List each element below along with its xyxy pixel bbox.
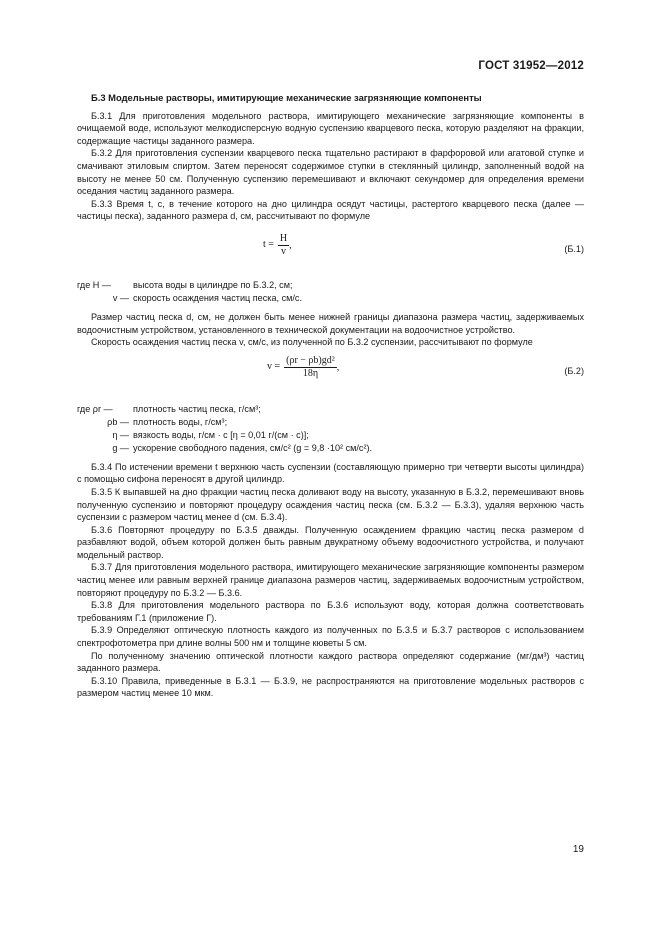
definitions-b2 xyxy=(77,403,584,455)
document-id: ГОСТ 31952—2012 xyxy=(478,60,584,72)
paragraph-optical: По полученному значению оптической плотности каждого раствора определяют содержание (мг/дм³) частиц заданного размера. xyxy=(77,650,584,674)
definition-row xyxy=(77,416,584,429)
paragraph-b310: Б.3.10 Правила, приведенные в Б.3.1 — Б.3.9, не распространяются на приготовление модельных растворов с размером частиц менее 10 мкм. xyxy=(77,675,584,699)
formula-b2-number: (Б.2) xyxy=(564,365,584,376)
formula-b1-number: (Б.1) xyxy=(564,243,584,254)
formula-b2-lhs: v = xyxy=(267,360,281,372)
definition-text: высота воды в цилиндре по Б.3.2, см; xyxy=(133,279,293,290)
formula-b2 xyxy=(77,355,584,389)
paragraph-b39: Б.3.9 Определяют оптическую плотность каждого из полученных по Б.3.5 и Б.3.7 растворов с использованием спектрофотометра при длине волны 500 нм и толщине кюветы 5 см. xyxy=(77,625,584,649)
definition-symbol: где ρr — xyxy=(77,403,113,414)
paragraph-b33: Б.3.3 Время t, с, в течение которого на дно цилиндра осядут частицы, растертого кварцевого песка (далее — частицы песка), заданного размера d, см, рассчитывают по формуле xyxy=(77,198,584,222)
formula-b1-expression xyxy=(263,233,292,258)
formula-b2-fraction xyxy=(284,355,337,380)
formula-b1 xyxy=(77,233,584,265)
formula-b2-expression xyxy=(267,355,339,380)
definition-text: вязкость воды, г/см · с [η = 0,01 г/(см · с)]; xyxy=(133,429,309,440)
paragraph-speed: Скорость осаждения частиц песка v, см/с, из полученной по Б.3.2 суспензии, рассчитывают по формуле xyxy=(91,337,533,348)
paragraph-size: Размер частиц песка d, см, не должен быть менее нижней границы диапазона размера частиц, задерживаемых водоочистным устройством, установленного в технической документации на водоочистное устройство. xyxy=(77,311,584,335)
formula-b1-fraction xyxy=(278,233,289,258)
definition-text: ускорение свободного падения, см/с² (g = 9,8 ·10² см/с²). xyxy=(133,442,373,453)
formula-b1-lhs: t = xyxy=(263,239,274,251)
definition-symbol: η — xyxy=(112,429,129,440)
paragraph-b36: Б.3.6 Повторяют процедуру по Б.3.5 дважды. Полученную осаждением фракцию частиц песка размером d разбавляют водой, объем которой должен быть равным двукратному объему водоочистного устройства, и получают модельный раствор. xyxy=(77,524,584,560)
paragraph-b35: Б.3.5 К выпавшей на дно фракции частиц песка доливают воду на высоту, указанную в Б.3.2, перемешивают вновь полученную суспензию и повторяют процедуру осаждения частиц песка (см. Б.3.2 — Б.3.3), удаляя верхнюю часть суспензии с размером частиц менее d (см. Б.3.4). xyxy=(77,486,584,523)
definition-symbol: где H — xyxy=(77,279,111,290)
definition-text: скорость осаждения частиц песка, см/с. xyxy=(133,292,302,303)
page-number: 19 xyxy=(572,844,584,855)
paragraph-b38: Б.3.8 Для приготовления модельного раствора по Б.3.6 используют воду, которая должна соответствовать требованиям Г.1 (приложение Г). xyxy=(77,600,584,623)
definition-text: плотность частиц песка, г/см³; xyxy=(133,403,261,414)
definition-symbol: ρb — xyxy=(107,416,129,427)
formula-b1-denominator: v xyxy=(281,245,287,257)
definition-row xyxy=(77,292,584,305)
formula-b2-denominator: 18η xyxy=(302,367,319,379)
paragraph-b34: Б.3.4 По истечении времени t верхнюю часть суспензии (составляющую примерно три четверти высоты цилиндра) с помощью сифона переносят в другой цилиндр. xyxy=(77,461,584,485)
definition-symbol: v — xyxy=(112,292,129,303)
definition-row xyxy=(77,403,584,416)
paragraph-b31: Б.3.1 Для приготовления модельного раствора, имитирующего механические загрязняющие компоненты в очищаемой воде, используют мелкодисперсную водную суспензию кварцевого песка, которую разделяют на фракции, содержащие частицы заданного размера. xyxy=(77,110,584,146)
formula-b2-tail: , xyxy=(336,361,340,373)
definition-symbol: g — xyxy=(112,442,129,453)
page-content xyxy=(77,92,584,700)
paragraph-b32: Б.3.2 Для приготовления суспензии кварцевого песка тщательно растирают в фарфоровой или агатовой ступке и смачивают этиловым спиртом. Затем переносят содержимое ступки в стеклянный цилиндр, заполненный водой на высоту не менее 50 см. Полученную суспензию перемешивают и включают секундомер для определения времени оседания частиц заданного размера. xyxy=(77,148,584,197)
definition-text: плотность воды, г/см³; xyxy=(133,416,228,427)
definition-row xyxy=(77,279,584,292)
formula-b1-tail: , xyxy=(289,239,292,251)
paragraph-b37: Б.3.7 Для приготовления модельного раствора, имитирующего механические загрязняющие компоненты размером частиц менее или равным верхней границе диапазона размеров частиц, задерживаемых водоочистным устройством, повторяют процедуру по Б.3.2 — Б.3.6. xyxy=(77,562,584,598)
section-title: Б.3 Модельные растворы, имитирующие механические загрязняющие компоненты xyxy=(91,92,482,103)
definition-row xyxy=(77,429,584,442)
definitions-b1 xyxy=(77,279,584,305)
formula-b2-numerator: (ρr − ρb)gd² xyxy=(286,354,335,366)
formula-b1-numerator: H xyxy=(279,232,288,244)
definition-row xyxy=(77,442,584,455)
